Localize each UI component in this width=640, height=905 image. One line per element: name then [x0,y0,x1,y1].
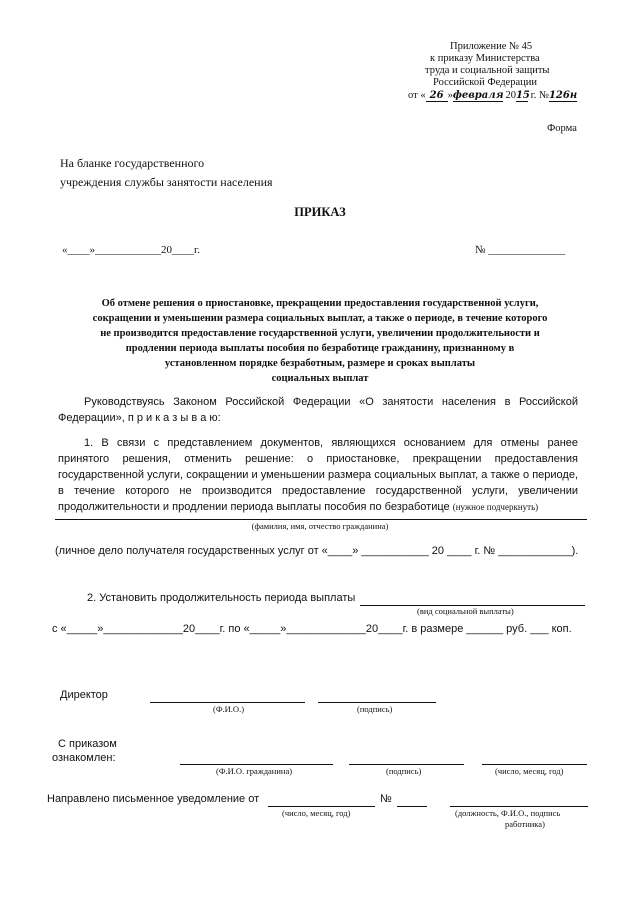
heading-line: не производится предоставление государственной услуги, увеличении продолжительности и [100,328,540,339]
order-number: № ______________ [475,244,566,256]
header-line-4: Российской Федерации [433,77,537,88]
notice-number-label: № [380,793,392,805]
institution-line-1: На бланке государственного [60,156,205,170]
acquainted-fio-line [180,764,333,765]
approval-date-mid: » [447,90,453,101]
acquainted-label-2: ознакомлен: [52,752,116,764]
order-heading [60,296,580,386]
acquainted-date-caption: (число, месяц, год) [495,766,564,776]
acquainted-fio-caption: (Ф.И.О. гражданина) [216,766,293,776]
heading-line: социальных выплат [271,373,369,384]
approval-number: 126н [548,90,578,101]
approval-number-label: г. № [530,90,549,101]
director-fio-caption: (Ф.И.О.) [213,704,245,714]
citizen-name-line [55,519,587,520]
heading-line: продлении периода выплаты пособия по безработице гражданину, признанному в [125,343,515,354]
approval-date-day: 26 [426,91,448,102]
item-1-text [58,435,578,515]
approval-date-line [408,90,577,102]
notice-label: Направлено письменное уведомление от [47,793,260,805]
acquainted-sign-line [349,764,464,765]
item-1-note: (нужное подчеркнуть) [452,502,539,512]
notice-date-caption: (число, месяц, год) [282,808,351,818]
director-sign-caption: (подпись) [357,704,393,714]
acquainted-label-1: С приказом [58,738,117,750]
payment-type-caption: (вид социальной выплаты) [417,606,514,616]
preamble: Руководствуясь Законом Российской Федерации «О занятости населения в Российской Федерации», п р и к а з ы в а ю: [58,396,578,424]
header-line-3: труда и социальной защиты [425,65,550,76]
period-row: с «_____»_____________20____г. по «_____»_____________20____г. в размере ______ руб. ___ коп. [52,623,572,635]
director-fio-line [150,702,305,703]
approval-date-prefix: от « [408,90,426,101]
heading-line: установленном порядке безработным, размере и сроках выплаты [164,358,476,369]
item-1-body: 1. В связи с представлением документов, являющихся основанием для отмены ранее принятого решения, отменить решение: о приостановке, прекращении предоставления государственной услуги, сокращении и уменьшении размера социальных выплат, а также о периоде, в течение которого не производится предоставление государственной услуги, увеличении продолжительности и продлении периода выплаты пособия по безработице [58,437,578,513]
order-date: «____»____________20____г. [62,244,201,256]
notice-worker-line [450,806,588,807]
heading-line: сокращении и уменьшении размера социальных выплат, а также о периоде, в течение которого [92,313,548,324]
acquainted-sign-caption: (подпись) [386,766,422,776]
approval-date-month: февраля [452,90,504,101]
acquainted-date-line [482,764,587,765]
notice-date-line [268,806,375,807]
citizen-name-caption: (фамилия, имя, отчество гражданина) [251,521,389,531]
order-title: ПРИКАЗ [294,205,346,219]
personal-file-line: (личное дело получателя государственных услуг от «____» ___________ 20 ____ г. № ____________). [55,545,579,557]
form-label: Форма [547,123,577,134]
notice-worker-caption-2: работника) [505,819,545,829]
director-sign-line [318,702,436,703]
item-2-text: 2. Установить продолжительность периода выплаты [87,592,356,604]
institution-line-2: учреждения службы занятости населения [60,175,273,189]
director-label: Директор [60,689,108,701]
header-line-2: к приказу Министерства [430,53,540,64]
header-line-1: Приложение № 45 [450,41,533,52]
notice-worker-caption-1: (должность, Ф.И.О., подпись [455,808,561,818]
notice-number-line [397,806,427,807]
heading-line: Об отмене решения о приостановке, прекращении предоставления государственной услуги, [101,298,539,309]
approval-date-year-prefix: 20 [505,90,516,101]
approval-date-year: 15 [515,90,530,101]
